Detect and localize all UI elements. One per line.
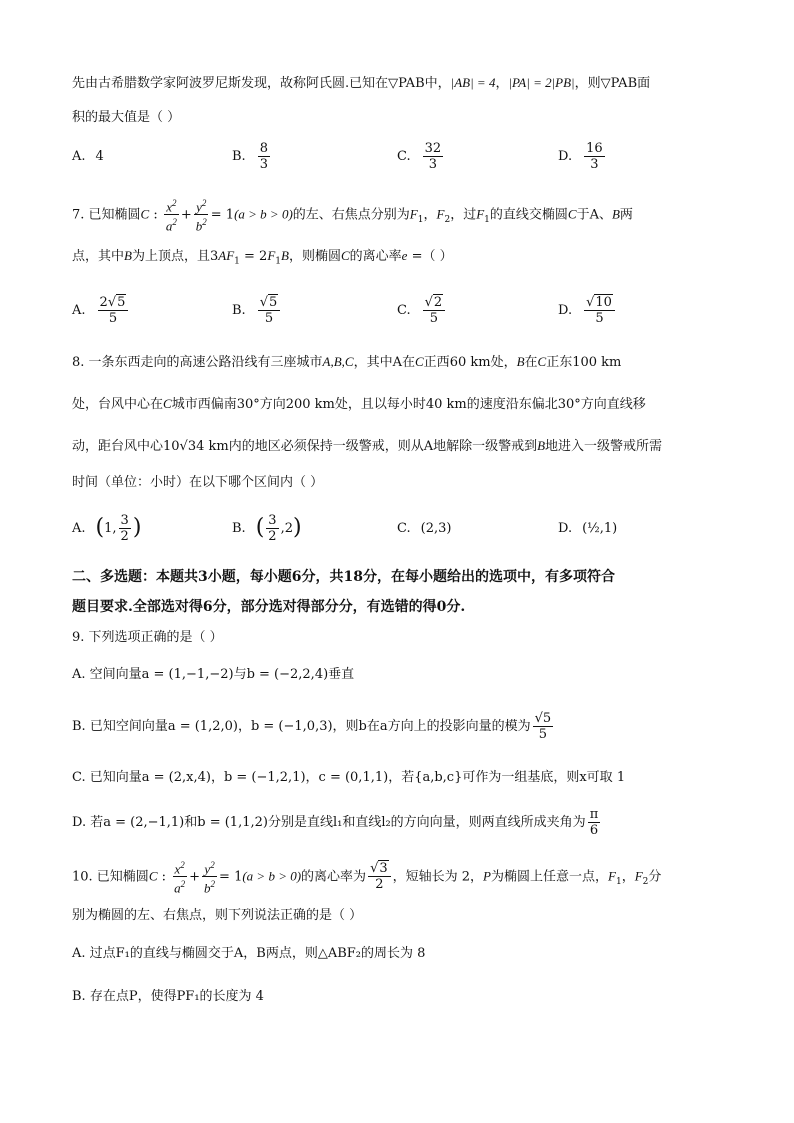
q7-option-a[interactable]: A. $\frac{2√5}{5}$	[72, 290, 130, 330]
q9-option-b[interactable]: B. 已知空间向量a = (1,2,0)，b = (−1,0,3)，则b在a方向上的投影向量的模为 $\frac{√5}{5}$	[72, 711, 552, 742]
section2-heading-line1: 二、多选题：本题共3小题，每小题6分，共18分，在每小题给出的选项中，有多项符合	[72, 569, 615, 585]
q8-option-a[interactable]: A. ( 1, $\frac{3}{2}$ )	[72, 512, 142, 544]
q8-line2: 处，台风中心在C城市西偏南30°方向200 km处，且以每小时40 km的速度沿东偏北30°方向直线移	[72, 396, 646, 412]
q10-line1: 10. 已知椭圆C : $\frac{x^2}{a^2}$ + $\frac{y^2}{b^2}$ = 1(a > b > 0)的离心率为 $\frac{√3}{2}$ ，短轴长为 2，P为椭圆上任意一点，$F_1$，$F_2$分	[72, 860, 662, 896]
q6-option-b[interactable]: B. $\frac{8}{3}$	[232, 140, 268, 172]
q7-options	[72, 290, 732, 330]
pa-relation: |PA| = 2|PB|	[508, 75, 575, 90]
q10-option-b[interactable]: B. 存在点P，使得PF₁的长度为 4	[72, 989, 264, 1004]
q6-option-c[interactable]: C. $\frac{32}{3}$	[397, 140, 442, 172]
q10-option-a[interactable]: A. 过点F₁的直线与椭圆交于A，B两点，则△ABF₂的周长为 8	[72, 946, 426, 961]
q8-options	[72, 508, 732, 548]
q6-line2: 积的最大值是（ ）	[72, 110, 181, 125]
q6-line1: 先由古希腊数学家阿波罗尼斯发现，故称阿氏圆.已知在▽PAB中，|AB| = 4，|PA| = 2|PB|，则▽PAB面	[72, 75, 651, 91]
q9-stem: 9. 下列选项正确的是（ ）	[72, 630, 223, 645]
q7-line1: 7. 已知椭圆C : $\frac{x^2}{a^2}$ + $\frac{y^2}{b^2}$ = 1(a > b > 0)的左、右焦点分别为$F_1$，$F_2$，过$F_1$的直线交椭圆C于A、B两	[72, 198, 633, 234]
ab-length: |AB| = 4	[450, 75, 496, 90]
q10-line2: 别为椭圆的左、右焦点，则下列说法正确的是（ ）	[72, 908, 363, 923]
q8-option-b[interactable]: B. ( $\frac{3}{2}$ ,2 )	[232, 512, 302, 544]
q8-line1: 8. 一条东西走向的高速公路沿线有三座城市A,B,C，其中A在C正西60 km处，B在C正东100 km	[72, 354, 622, 370]
q8-option-d[interactable]: D. (½,1)	[558, 520, 618, 536]
q7-option-d[interactable]: D. $\frac{√10}{5}$	[558, 290, 617, 330]
q6-options	[72, 136, 732, 176]
q9-option-a[interactable]: A. 空间向量a = (1,−1,−2)与b = (−2,2,4)垂直	[72, 667, 355, 682]
section2-heading-line2: 题目要求.全部选对得6分，部分选对得部分分，有选错的得0分.	[72, 599, 466, 615]
q8-line3: 动，距台风中心10√34 km内的地区必须保持一级警戒，则从A地解除一级警戒到B地进入一级警戒所需	[72, 438, 663, 454]
q9-option-d[interactable]: D. 若a = (2,−1,1)和b = (1,1,2)分别是直线l₁和直线l₂的方向向量，则两直线所成夹角为 $\frac{\pi}{6}$	[72, 807, 599, 838]
q8-line4: 时间（单位：小时）在以下哪个区间内（ ）	[72, 475, 324, 490]
q9-option-c[interactable]: C. 已知向量a = (2,x,4)，b = (−1,2,1)，c = (0,1,1)，若{a,b,c}可作为一组基底，则x可取 1	[72, 770, 626, 785]
q8-option-c[interactable]: C. (2,3)	[397, 520, 452, 536]
q7-option-b[interactable]: B. $\frac{√5}{5}$	[232, 290, 282, 330]
q7-line2: 点，其中B为上顶点，且$3AF_1 = 2F_1B$，则椭圆C的离心率e =（ ）	[72, 248, 453, 267]
q6-option-a[interactable]: A. 4	[72, 148, 104, 164]
q6-option-d[interactable]: D. $\frac{16}{3}$	[558, 140, 603, 172]
q7-option-c[interactable]: C. $\frac{√2}{5}$	[397, 290, 447, 330]
